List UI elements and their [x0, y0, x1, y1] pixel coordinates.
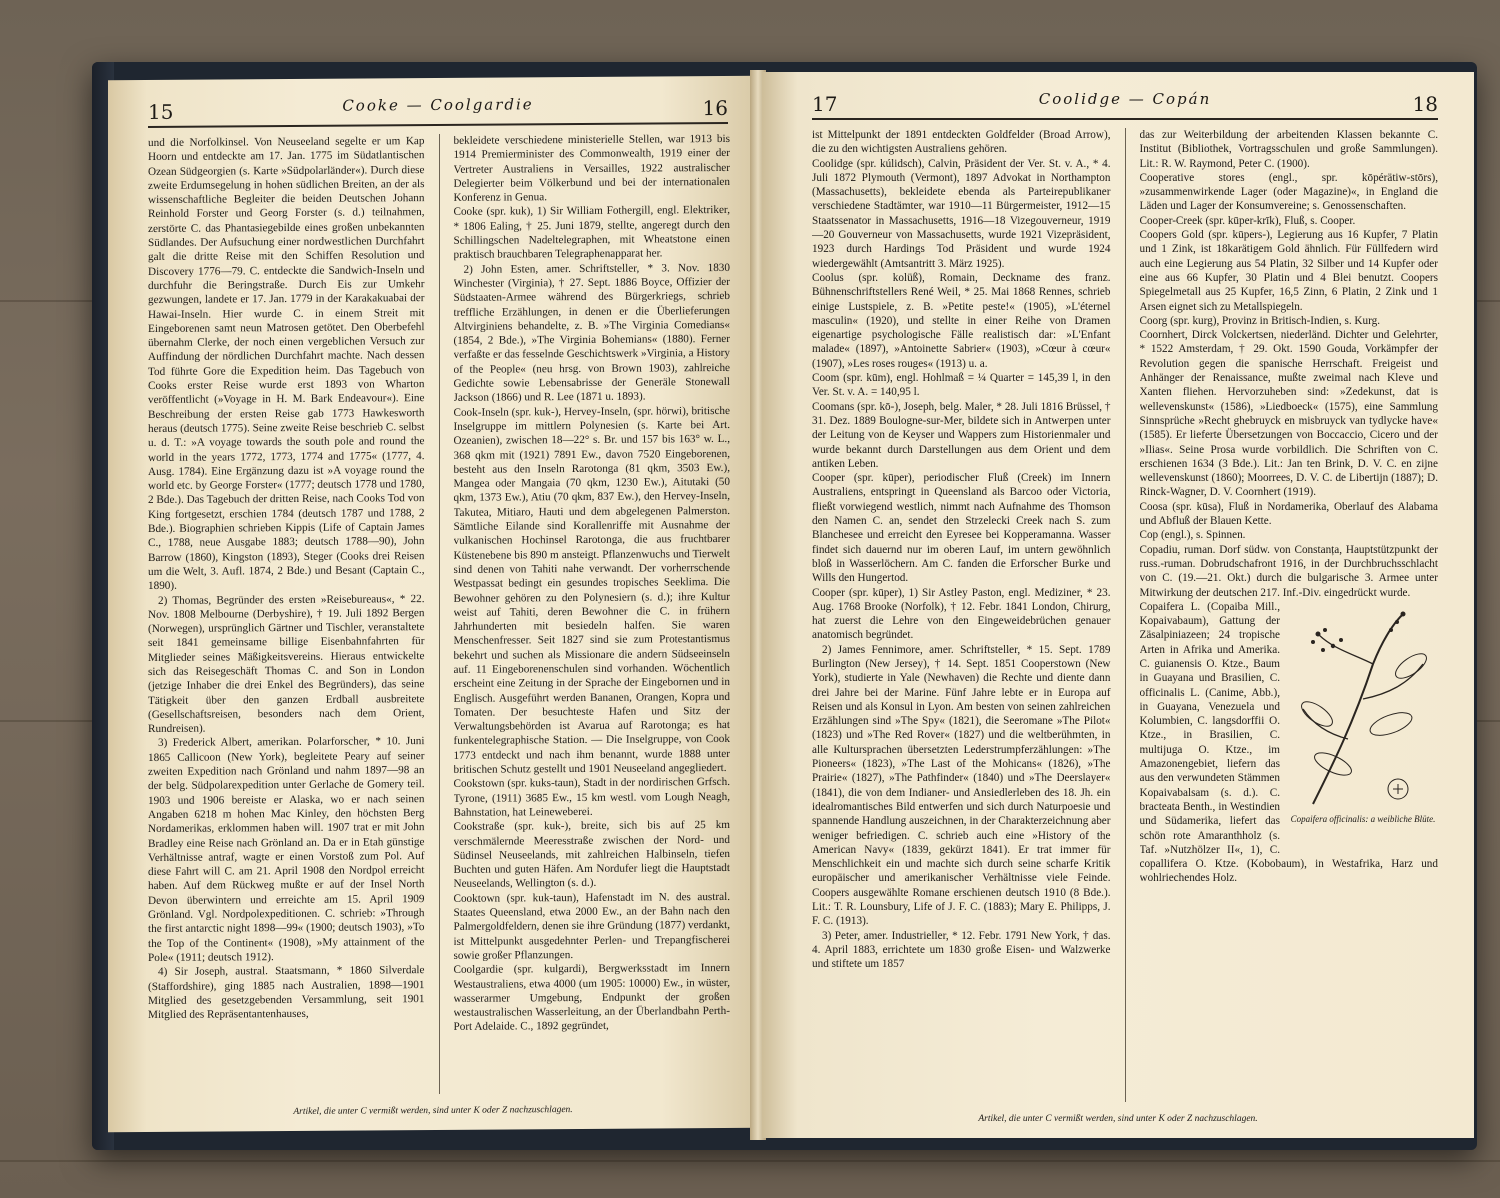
dictionary-entry: Coolidge (spr. kúlidsch), Calvin, Präsident der Ver. St. v. A., * 4. Juli 1872 Plymouth (Vermont), 1897 Advokat in Northampton (Massachusetts), bekleidete ebenda als Parteirepublikaner verschiedene Stadtämter, war 1910—11 Bürgermeister, 1912—15 Staatssenator in Massachusetts, 1916—18 Vizegouverneur, 1919—20 Gouverneur von Massachusetts, wurde 1921 Vizepräsident, 1923 durch Hardings Tod Präsident und wurde 1924 wiedergewählt (Amtsantritt 3. März 1925). [812, 157, 1111, 270]
dictionary-entry: Coornhert, Dirck Volckertsen, niederländ. Dichter und Gelehrter, * 1522 Amsterdam, † 29. Okt. 1590 Gouda, Vorkämpfer der Revolution gegen die spanische Herrschaft. Freigeist und Anhänger der Renaissance, mußte zweimal nach Kleve und Xanten fliehen. Hervorzuheben sind: »Zedekunst, dat is wellevenskunst« (1586), »Liedboeck« (1575), eine Sammlung Sinnsprüche »Recht ghebruyck en misbruyck van tydlycke have« (1585). Er lieferte Übersetzungen von Boccaccio, Cicero und der »Ilias«. Seine Prosa wurde vorbildlich. Die Schriften von C. erschienen 1634 (3 Bde.). Lit.: Jan ten Brink, D. V. C. en zijne wellevenskunst (1860); Moorrees, D. V. C. de Libertijn (1887); D. Rinck-Wagner, D. V. Coornhert (1919). [1139, 329, 1438, 499]
dictionary-entry: Cook-Inseln (spr. kuk-), Hervey-Inseln, (spr. hörwi), britische Inselgruppe im mittlern Polynesien (s. Karte bei Art. Ozeanien), zwischen 18—22° s. Br. und 157 bis 163° w. L., 368 qkm mit (1921) 7891 Ew., davon 7520 Eingeborenen, besteht aus den Inseln Rarotonga (81 qkm, 3503 Ew.), Mangea oder Mangaia (70 qkm, 1230 Ew.), Aitutaki (50 qkm, 1373 Ew.), Atiu (70 qkm, 837 Ew.), den Hervey-Inseln, Takutea, Mitiaro, Hauti und dem abgelegenen Palmerston. Sämtliche Eilande sind Korallenriffe mit Ausnahme der vulkanischen Hochinsel Rarotonga, die aus fruchtbarer Küstenebene bis 890 m ansteigt. Pflanzenwuchs und Tierwelt sind denen von Tahiti nahe verwandt. Der vorherrschende Westpassat bedingt ein gesundes tropisches Seeklima. Die Bewohner gehören zu den Polynesiern (s. d.); ihre Kultur weist auf Tahiti, deren Bewohner die C. in frühern Jahrhunderten mit besiedeln halfen. Sie waren Menschenfresser. Seit 1827 sind sie zum Protestantismus bekehrt und suchen als Missionare die andern Südseeinseln auf. 11 Eingeborenenschulen sind vorhanden. Wöchentlich erscheint eine Zeitung in der Sprache der Eingebornen und in Englisch. Ausgeführt werden Bananen, Orangen, Kopra und Tomaten. Der besuchteste Hafen und Sitz der Verwaltungsbehörden ist Avarua auf Rarotonga; es hat funkentelegraphische Station. — Die Inselgruppe, von Cook 1773 entdeckt und nach ihm benannt, wurde 1888 unter britischen Schutz gestellt und 1901 Neuseeland angegliedert. [453, 404, 730, 776]
dictionary-entry: Cooper-Creek (spr. kūper-krīk), Fluß, s. Cooper. [1139, 214, 1356, 227]
paragraph: und die Norfolkinsel. Von Neuseeland segelte er um Kap Hoorn und entdeckte am 17. Jan. 1775 im Südatlantischen Ozean Südgeorgien (s. Karte »Südpolarländer«). Durch diese zweite Erdumsegelung in hohen südlichen Breiten, an der als wissenschaftliche Begleiter die beiden Deutschen Johann Reinhold Forster und Georg Forster (s. d.) teilnahmen, zerstörte C. das Phantasiegebilde eines großen unbekannten Südlandes. Der Aufsuchung einer nordwestlichen Durchfahrt galt die dritte Reise mit den Schiffen Resolution und Discovery 1776—79. C. entdeckte die Sandwich-Inseln und durchfuhr die Beringstraße. Durch Eis zur Umkehr gezwungen, landete er 17. Jan. 1779 in der Karakakuabai der Hawai-Inseln. Hier wurde C. in einem Streit mit Eingeborenen samt neun Matrosen getötet. Den Oberbefehl übernahm Clerke, der noch einen vergeblichen Versuch zur Auffindung der nördlichen Durchfahrt machte. Nach dessen Tod führte Gore die Expedition heim. Das Tagebuch von Cooks erster Reise wurde erst 1893 von Wharton veröffentlicht (»Voyage in H. M. Bark Endeavour«). Eine Beschreibung der ersten Reise gab 1773 Hawkesworth heraus (deutsch 1775). Seine zweite Reise beschrieb C. selbst u. d. T.: »A voyage towards the south pole and round the world in the years 1772, 1773, 1774 and 1775« (1777, 4. Ausg. 1784). Eine Ergänzung dazu ist »A voyage round the world etc. by George Forster« (1777; deutsch 1778 und 1780, 2 Bde.). Das Tagebuch der dritten Reise, nach Cooks Tod von King fortgesetzt, erschien 1784 (deutsch 1787 und 1788, 2 Bde.). Biographien schrieben Kippis (Life of Captain James C., 1788, neue Ausgabe 1883; deutsch 1788—90), John Barrow (1860), Kingston (1893), Steger (Cooks drei Reisen um die Welt, 3. Aufl. 1874, 2 Bde.) und Besant (Captain C., 1890). [148, 135, 425, 593]
paragraph: 3) Peter, amer. Industrieller, * 12. Febr. 1791 New York, † das. 4. April 1883, errichtete um 1830 große Eisen- und Walzwerke und stiftete um 1857 [812, 929, 1111, 971]
dictionary-entry: Coomans (spr. kō-), Joseph, belg. Maler, * 28. Juli 1816 Brüssel, † 31. Dez. 1889 Boulogne-sur-Mer, bildete sich in Antwerpen unter der Leitung von de Keyser und Wappers zum Historienmaler und wurde bekannt durch Darstellungen aus dem Orient und dem antiken Leben. [812, 400, 1111, 470]
paragraph: 4) Sir Joseph, austral. Staatsmann, * 1860 Silverdale (Staffordshire), ging 1885 nach Australien, 1898—1901 Mitglied des gesetzgebenden Versammlung, seit 1901 Mitglied des Repräsentantenhauses, [148, 964, 425, 1022]
dictionary-entry: Cooke (spr. kuk), 1) Sir William Fothergill, engl. Elektriker, * 1806 Ealing, † 25. Juni 1879, stellte, angeregt durch den Schillingschen Nadeltelegraphen, mit Wheatstone einen praktisch brauchbaren Telegraphenapparat her. [453, 204, 730, 262]
right-page-columns [812, 128, 1438, 1102]
right-page-header [812, 88, 1438, 120]
column [1140, 128, 1439, 1102]
column-rule [439, 134, 440, 1094]
paragraph: 3) Frederick Albert, amerikan. Polarforscher, * 10. Juni 1865 Callicoon (New York), begleitete Peary auf seiner zweiten Expedition nach Grönland und nahm 1897—98 an der belg. Südpolarexpedition unter Gerlache de Gomery teil. 1903 und 1906 bereiste er Alaska, wo er nach seinen Angaben 6218 m hohen Mac Kinley, den höchsten Berg Nordamerikas, erklommen haben will. 1907 trat er mit John Bradley eine Reise nach Grönland an. Da er in Etah günstige Verhältnisse antraf, wagte er einen Vorstoß zum Pol. Auf diese Fahrt will C. am 21. April 1908 den Nordpol erreicht haben. Auf dem Rückweg mußte er auf der Insel North Devon überwintern und erreichte am 15. April 1909 Grönland. Vgl. Nordpolexpeditionen. C. schrieb: »Through the first antarctic night 1898—99« (1900; deutsch 1903), »To the Top of the Continent« (1908), »My attainment of the Pole« (1911; deutsch 1912). [148, 735, 425, 964]
left-page-header [148, 92, 728, 128]
dictionary-entry: Cooper (spr. kūper), 1) Sir Astley Paston, engl. Mediziner, * 23. Aug. 1768 Brooke (Norfolk), † 12. Febr. 1841 London, Chirurg, hat zuerst die Lehre von den Eingeweidebrüchen genauer anatomisch begründet. [812, 586, 1111, 642]
dictionary-entry: Coopers Gold (spr. kūpers-), Legierung aus 16 Kupfer, 7 Platin und 1 Zink, ist 18karätigem Gold ähnlich. Für Füllfedern wird auch eine Legierung aus 54 Platin, 32 Silber und 14 Kupfer oder eine aus 66 Kupfer, 30 Platin und 4 Blei benutzt. Coopers Spiegelmetall aus 25 Kupfer, 16,5 Zinn, 6 Platin, 2 Zink und 1 Arsen eignet sich zu Metallspiegeln. [1139, 229, 1438, 313]
dictionary-entry: Coosa (spr. kūsa), Fluß in Nordamerika, Oberlauf des Alabama und Abfluß der Blauen Kette. [1139, 500, 1438, 528]
dictionary-entry: Cop (engl.), s. Spinnen. [1139, 529, 1246, 542]
left-page-columns [148, 132, 730, 1096]
dictionary-entry: Coorg (spr. kurg), Provinz in Britisch-Indien, s. Kurg. [1139, 314, 1381, 327]
column [812, 128, 1111, 1102]
column [454, 132, 731, 1094]
paragraph: 2) John Esten, amer. Schriftsteller, * 3. Nov. 1830 Winchester (Virginia), † 27. Sept. 1886 Boyce, Offizier der Südstaaten-Armee während des Bürgerkriegs, schrieb treffliche Erzählungen, in denen er die Überlieferungen Altvirginiens behandelte, z. B. »The Virginia Comedians« (1854, 2 Bde.), »The Virginia Bohemians« (1880). Ferner verfaßte er das fesselnde Geschichtswerk »Virginia, a History of the People« (neu hrsg. von Brown 1903), zahlreiche Gedichte sowie Lebensabrisse der Generäle Stonewall Jackson (1866) und R. Lee (1871 u. 1893). [453, 261, 730, 405]
dictionary-entry: Coolgardie (spr. kulgardi), Bergwerksstadt im Innern Westaustraliens, etwa 4000 (um 1905: 10000) Ew., in wüster, wasserarmer Umgebung, Endpunkt der großen westaustralischen Wasserleitung, an der Überlandbahn Perth-Port Adelaide. C., 1892 gegründet, [453, 962, 730, 1034]
dictionary-entry: Coolus (spr. kolüß), Romain, Deckname des franz. Bühnenschriftstellers René Weil, * 25. Mai 1868 Rennes, schrieb einige Lustspiele, z. B. »Petite peste!« (1905), »L'éternel masculin« (1920), und stellte in einer Reihe von Dramen eigenartige psychologische Fälle realistisch dar: »L'Enfant malade« (1897), »Antoinette Sabrier« (1903), »Cœur à cœur« (1907), »Les roses rouges« (1913) u. a. [812, 271, 1111, 370]
figure-caption: Copaifera officinalis: a weibliche Blüte. [1290, 813, 1436, 824]
dictionary-entry: Cooktown (spr. kuk-taun), Hafenstadt im N. des austral. Staates Queensland, etwa 2000 Ew., an der Bahn nach den Palmergoldfeldern, denen sie ihre Gründung (1877) verdankt, ist Mittelpunkt ausgedehnter Perlen- und Trepangfischerei sowie großer Pflanzungen. [453, 890, 730, 962]
right-page [762, 72, 1474, 1138]
dictionary-entry: Cookstraße (spr. kuk-), breite, sich bis auf 25 km verschmälernde Meeresstraße zwischen der Nord- und Südinsel Neuseelands, mit zahlreichen Halbinseln, tiefen Buchten und guten Häfen. Am Nordufer liegt die Hauptstadt Neuseelands, Wellington (s. d.). [453, 819, 730, 891]
page-number: 18 [1412, 92, 1438, 116]
dictionary-entry: Cookstown (spr. kuks-taun), Stadt in der nordirischen Grfsch. Tyrone, (1911) 3685 Ew., 15 km westl. vom Lough Neagh, Bahnstation, hat Leineweberei. [453, 776, 730, 819]
column [148, 134, 425, 1096]
paragraph: ist Mittelpunkt der 1891 entdeckten Goldfelder (Broad Arrow), die zu den wichtigsten Australiens gehören. [812, 129, 1111, 156]
page-number: 15 [148, 99, 174, 124]
page-footer: Artikel, die unter C vermißt werden, sind unter K oder Z nachzuschlagen. [293, 1105, 573, 1117]
left-page [108, 76, 758, 1133]
dictionary-entry: Copadiu, ruman. Dorf südw. von Constanța, Hauptstützpunkt der russ.-ruman. Dobrudschafront 1916, in der Durchbruchsschlacht von C. (19.—21. Okt.) durch die bulgarische 3. Armee unter Mitwirkung der deutschen 217. Inf.-Div. eingedrückt wurde. [1139, 543, 1438, 599]
paragraph: das zur Weiterbildung der arbeitenden Klassen bekannte C. Institut (Bibliothek, Vortragsschulen und große Sammlungen). Lit.: R. W. Raymond, Peter C. (1900). [1139, 129, 1438, 170]
running-head: Coolidge — Copán [1038, 90, 1212, 108]
paragraph: 2) Thomas, Begründer des ersten »Reisebureaus«, * 22. Nov. 1808 Melbourne (Derbyshire), † 19. Juli 1892 Bergen (Norwegen), ursprünglich Gärtner und Tischler, veranstaltete seit 1841 gemeinsame billige Eisenbahnfahrten für Mitglieder seines Mäßigkeitsvereins. Hieraus entwickelte sich das Reisegeschäft Thomas C. and Son in London (jetzige Inhaber die drei Enkel des Begründers), das seine Tätigkeit über den ganzen Erdball ausbreitete (Gesellschaftsreisen, besonders nach dem Orient, Rundreisen). [148, 592, 425, 736]
page-number: 17 [812, 92, 838, 116]
column-rule [1125, 128, 1126, 1102]
copaifera-illustration [1288, 604, 1438, 844]
plant-branch-icon [1293, 604, 1433, 814]
paragraph: 2) James Fennimore, amer. Schriftsteller, * 15. Sept. 1789 Burlington (New Jersey), † 14. Sept. 1851 Cooperstown (New York), studierte in Yale (Newhaven) die Rechte und diente dann drei Jahre bei der Marine. Fünf Jahre lebte er in Europa auf Reisen und als Konsul in Lyon. Am besten von seinen zahlreichen Erzählungen sind »The Spy« (1821), die Seeromane »The Pilot« (1823) und »The Red Rover« (1827) und die weltberühmten, in alle Kultursprachen übersetzten Lederstrumpferzählungen: »The Pioneers« (1823), »The Last of the Mohicans« (1826), »The Prairie« (1827), »The Pathfinder« (1840) und »The Deerslayer« (1841), die von dem Indianer- und Ansiedlerleben des 18. Jh. ein idealromantisches Bild entwerfen und sich durch Naturpoesie und spannende Handlung auszeichnen, in der Charakterzeichnung aber weniger befriedigen. C. schrieb auch eine »History of the American Navy« (1839, gekürzt 1841). Er trat immer für Menschlichkeit ein und machte sich durch seine scharfe Kritik europäischer und amerikanischer Verhältnisse viele Feinde. Coopers ausgewählte Romane erschienen deutsch 1910 (8 Bde.). Lit.: T. R. Lounsbury, Life of J. F. C. (1883); Mary E. Philipps, J. F. C. (1913). [812, 643, 1111, 928]
paragraph: bekleidete verschiedene ministerielle Stellen, war 1913 bis 1914 Premierminister des Commonwealth, 1919 einer der Vertreter Australiens in Versailles, 1922 australischer Delegierter beim Völkerbund und bei der internationalen Konferenz in Genua. [453, 132, 730, 205]
running-head: Cooke — Coolgardie [342, 95, 534, 115]
dictionary-entry: Coom (spr. kūm), engl. Hohlmaß = ¼ Quarter = 145,39 l, in den Ver. St. v. A. = 140,95 l. [812, 372, 1111, 399]
dictionary-entry: Copaifera L. (Copaiba Mill., Kopaivabaum), Gattung der Zäsalpiniazeen; 24 tropische Arten in Afrika und Amerika. C. guianensis O. Ktze., Baum in Guayana und Brasilien, C. officinalis L. (Canime, Abb.), in Guayana, Venezuela und Kolumbien, C. langsdorffii O. Ktze., in Brasilien, C. multijuga O. Ktze., im Amazonengebiet, liefern das aus den verwundeten Stämmen Kopaivabalsam (s. d.). C. bracteata Benth., in Westindien und Südamerika, liefert das schön rote Amaranthholz (s. Taf. »Nutzhölzer II«, 1), C. copallifera O. Ktze. (Kobobaum), in Westafrika, Harz und wohlriechendes Holz. [1139, 600, 1438, 885]
dictionary-entry: Cooper (spr. kūper), periodischer Fluß (Creek) im Innern Australiens, entspringt in Queensland als Barcoo oder Victoria, fließt vorwiegend westlich, nimmt nach Aufnahme des Thomson den Namen C. an, sendet den Strzelecki Creek nach S. zum Blanchesee und erreicht den Eyresee bei Kopperamanna. Wasser findet sich dauernd nur im oberen Lauf, im untern gewöhnlich bloß in Wasserlöchern. Am C. fanden die Erforscher Burke und Wills den Hungertod. [812, 472, 1111, 585]
dictionary-entry: Cooperative stores (engl., spr. kōpérätiw-stōrs), »zusammenwirkende Lager (oder Magazine)«, in England die Läden und Lager der Konsumvereine; s. Genossenschaften. [1139, 171, 1438, 213]
page-number: 16 [702, 95, 728, 121]
page-footer: Artikel, die unter C vermißt werden, sind unter K oder Z nachzuschlagen. [978, 1114, 1258, 1124]
